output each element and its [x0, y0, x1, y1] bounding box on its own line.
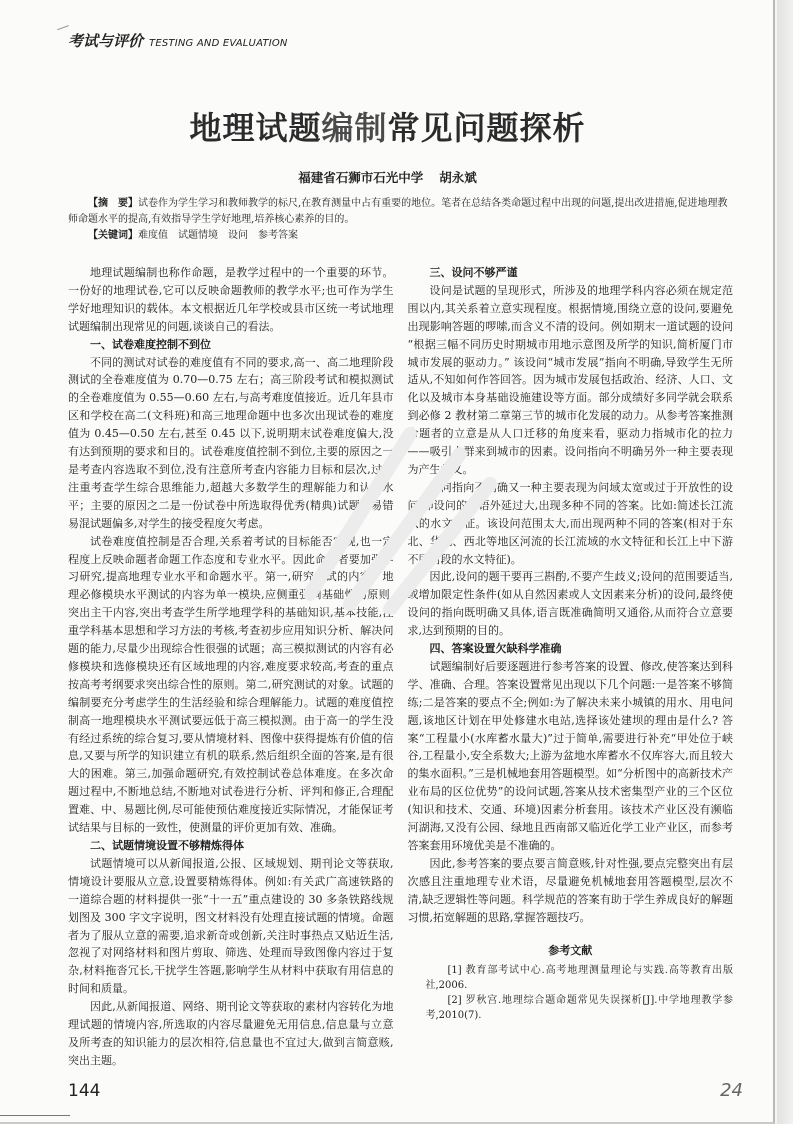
- column-name-cn: 考试与评价: [68, 32, 144, 50]
- keyword: 试题情境: [178, 230, 218, 241]
- keyword: 设问: [228, 230, 248, 241]
- paragraph: 因此,设问的题干要再三斟酌,不要产生歧义;设问的范围要适当,或增加限定性条件(如从自然因素或人文因素来分析)的设问,最终使设问的指向既明确又具体,语言既准确简明又通俗,从而符合立意要求,达到预期的目的。: [407, 570, 733, 638]
- keyword: 难度值: [138, 230, 168, 241]
- journal-column-header: [68, 30, 733, 52]
- abstract-label: 【摘 要】: [88, 198, 138, 209]
- paragraph: 试题情境可以从新闻报道,公报、区域规划、期刊论文等获取,情境设计要服从立意,设置要精炼得体。例如:有关武广高速铁路的一道综合题的材料提供一张“十一五”重点建设的 30 多条铁路线规划图及 300 字文字说明，图文材料没有处理直接试题的情境。命题者为了服从立意的需要,追求新奇或创新,关注时事热点又贴近生活,忽视了对网络材料和图片剪取、筛选、处理而导致图像内容过于复杂,材料拖沓冗长,干扰学生答题,影响学生从材料中获取有用信息的时间和质量。: [68, 856, 394, 996]
- affiliation: 福建省石狮市石光中学: [298, 170, 424, 185]
- title-part: 常见: [387, 109, 454, 147]
- paragraph: 不同的测试对试卷的难度值有不同的要求,高一、高二地理阶段测试的全卷难度值为 0.70—0.75 左右；高三阶段考试和模拟测试的全卷难度值为 0.55—0.60 左右,与高考难度值接近。近几年县市区和学校在高二(文科班)和高三地理命题中也多次出现试卷的难度值为 0.45—0.50 左右,甚至 0.45 以下,说明期末试卷难度偏大,没有达到预期的要求和目的。试卷难度值控制不到位,主要的原因之一是考查内容选取不到位,没有注意所考查内容能力目标和层次,过于注重考查学生综合思维能力,超越大多数学生的理解能力和认知水平；主要的原因之二是一份试卷中所选取得优秀(精典)试题或易错易混试题偏多,对学生的接受程度欠考虑。: [68, 355, 394, 530]
- paragraph: 试卷难度值控制是否合理,关系着考试的目标能否实现,也一定程度上反映命题者命题工作态度和专业水平。因此命题者要加强学习研究,提高地理专业水平和命题水平。第一,研究考试的内容。地理必修模块水平测试的内容为单一模块,应侧重强调基础性的原则,突出主干内容,突出考查学生所学地理学科的基础知识,基本技能,注重学科基本思想和学习方法的考核,考查初步应用知识分析、解决问题的能力,尽量少出现综合性很强的试题；高三模拟测试的内容有必修模块和选修模块还有区域地理的内容,难度要求较高,考查的重点按高考考纲要求突出综合性的原则。第二,研究测试的对象。试题的编制要充分考虑学生的生活经验和综合理解能力。试题的难度值控制高一地理模块水平测试要远低于高三模拟测。由于高一的学生没有经过系统的综合复习,要从情境材料、图像中获得提炼有价值的信息,又要与所学的知识建立有机的联系,然后组织全面的答案,是有很大的困难。第三,加强命题研究,有效控制试卷总体难度。在多次命题过程中,不断地总结,不断地对试卷进行分析、评判和修正,合理配置难、中、易题比例,尽可能使预估难度接近实际情况，才能保证考试结果与目标的一致性，使测量的评价更加有效、准确。: [68, 534, 394, 835]
- reference-item: [1] 教育部考试中心.高考地理测量理论与实践.高等教育出版社,2006.: [425, 964, 733, 991]
- title-part: 地理试题: [189, 109, 322, 147]
- paragraph: 试题编制好后要逐题进行参考答案的设置、修改,使答案达到科学、准确、合理。答案设置常见出现以下几个问题:一是答案不够简练;二是答案的要点不全;例如:为了解决未来小城镇的用水、用电问题,该地区计划在甲处修建水电站,选择该处建坝的理由是什么? 答案“工程量小(水库蓄水量大)”过于简单,需要进行补充“甲处位于峡谷,工程量小,安全系数大;上游为盆地水库蓄水不仅库容大,而且较大的集水面积。”三是机械地套用答题模型。如“分析图中的高新技术产业布局的区位优势”的设问试题,答案从技术密集型产业的三个区位(知识和技术、交通、环境)因素分析套用。该技术产业区没有濒临河湖海,又没有公园、绿地且西南部又临近化学工业产业区，而参考答案套用环境优美是不准确的。: [407, 659, 733, 852]
- abstract-text: 试卷作为学生学习和教师教学的标尺,在教育测量中占有重要的地位。笔者在总结各类命题过程中出现的问题,提出改进措施,促进地理教师命题水平的提高,有效指导学生学好地理,培养核心素养的目的。: [68, 198, 728, 225]
- page-edge-shadow: [777, 0, 793, 1124]
- section-heading: 三、设问不够严谨: [429, 266, 518, 279]
- abstract: [68, 196, 733, 228]
- page-number: 144: [68, 1080, 101, 1101]
- abstract-block: [68, 196, 733, 244]
- paragraph: 设问是试题的呈现形式，所涉及的地理学科内容必须在规定范围以内,其关系着立意实现程度。根据情境,围绕立意的设问,要避免出现影响答题的啰嗦,而含义不清的设问。例如期末一道试题的设问 “根据三幅不同历史时期城市用地示意图及所学的知识,简析厦门市城市发展的驱动力。” 该设问“城市发展”指向不明确,导致学生无所适从,不知如何作答回答。因为城市发展包括政治、经济、人口、文化以及城市本身基础设施建设等方面。部分成绩好多同学就会联系到必修 2 教材第二章第三节的城市化发展的动力。从参考答案推测命题者的立意是从人口迁移的角度来看，驱动力指城市化的拉力——吸引人群来到城市的因素。设问指向不明确另外一种主要表现为产生歧义。: [407, 283, 733, 476]
- author-line: [0, 170, 775, 186]
- divider: [0, 1115, 70, 1116]
- article-title: [0, 108, 775, 148]
- paragraph: 因此,从新闻报道、网络、期刊论文等获取的素材内容转化为地理试题的情境内容,所选取的内容尽量避免无用信息,信息量与立意及所考查的知识能力的层次相符,信息量也不宜过大,做到言简意赅,突出主题。: [68, 1000, 394, 1067]
- right-column: [408, 264, 734, 1023]
- keyword: 参考答案: [258, 230, 298, 241]
- keywords-label: 【关键词】: [88, 230, 138, 241]
- title-part: 问题探析: [453, 109, 586, 147]
- reference-item: [2] 罗秋宫.地理综合题命题常见失误探析[J].中学地理教学参考,2010(7).: [425, 994, 733, 1021]
- left-column: [68, 264, 394, 1070]
- section-heading: 四、答案设置欠缺科学准确: [429, 642, 562, 656]
- body-columns: [68, 264, 733, 1070]
- references-title: 参考文献: [548, 943, 593, 957]
- author-name: 胡永斌: [439, 170, 477, 185]
- section-heading: 二、试题情境设置不够精炼得体: [90, 839, 244, 852]
- keywords: [68, 228, 733, 244]
- paragraph: 地理试题编制也称作命题，是教学过程中的一个重要的环节。一份好的地理试卷,它可以反映命题教师的教学水平;也可作为学生学好地理知识的载体。本文根据近几年学校或县市区统一考试地理试题编制出现常见的问题,谈谈自己的看法。: [68, 266, 394, 333]
- page-footer: [68, 1079, 743, 1122]
- paragraph: 因此,参考答案的要点要言简意赅,针对性强,要点完整突出有层次感且注重地理专业术语，尽量避免机械地套用答题模型,层次不清,缺乏逻辑性等问题。科学规范的答案有助于学生养成良好的解题习惯,拓宽解题的思路,掌握答题技巧。: [407, 856, 733, 924]
- paragraph: 设问指向不明确又一种主要表现为问域太宽或过于开放性的设问,即设问的词语外延过大,出现多种不同的答案。比如:简述长江流域的水文特征。该设问范围太大,而出现两种不同的答案(相对于东北、华北、西北等地区河流的长江流域的水文特征和长江上中下游不同河段的水文特征)。: [407, 480, 733, 566]
- column-name-en: TESTING AND EVALUATION: [149, 38, 288, 49]
- section-heading: 一、试卷难度控制不到位: [90, 337, 211, 351]
- handwritten-note: 24: [720, 1079, 743, 1101]
- title-part: 编制: [321, 109, 388, 147]
